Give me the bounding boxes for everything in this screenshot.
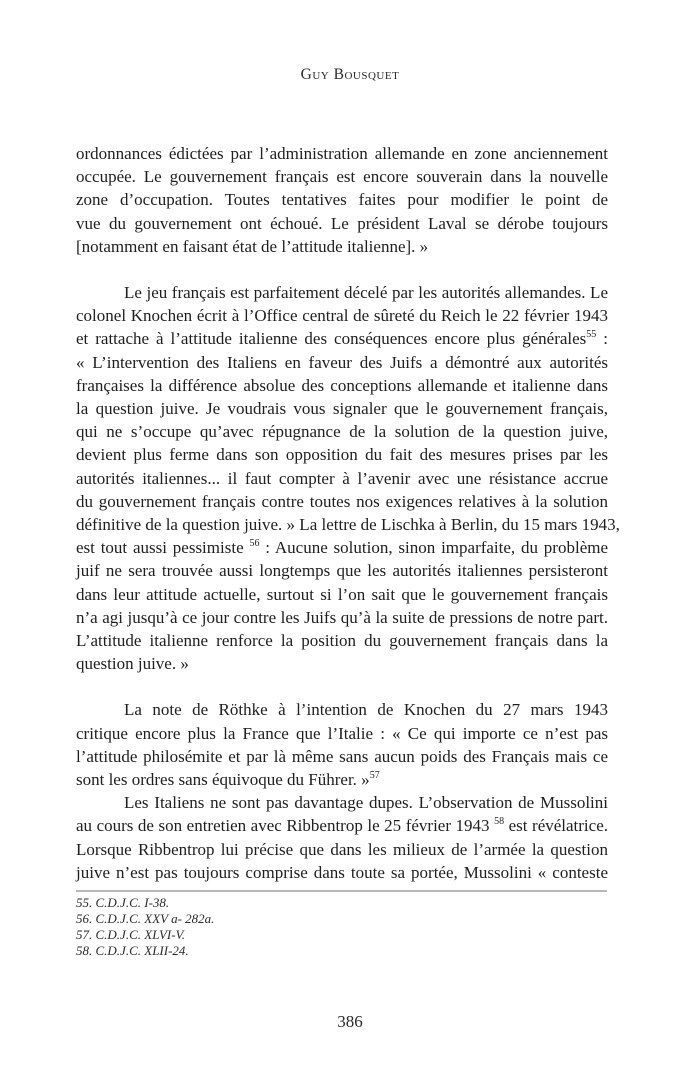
text-line: critique encore plus la France que l’Italie : « Ce qui importe ce n’est pas: [76, 723, 608, 743]
text-line: l’attitude philosémite et par là même sans aucun poids des Français mais ce: [76, 746, 608, 766]
text-line: question juive. »: [76, 654, 189, 674]
paragraph-1: [76, 142, 608, 258]
text-line: Les Italiens ne sont pas davantage dupes. L’observation de Mussolini: [124, 793, 608, 813]
text-line: n’a agi jusqu’à ce jour contre les Juifs qu’à la suite de pressions de notre part.: [76, 607, 608, 627]
paragraph-3: [76, 698, 608, 791]
footnote-ref-58[interactable]: 58: [494, 816, 505, 828]
footnote-56: 56. C.D.J.C. XXV a- 282a.: [76, 911, 215, 926]
text-segment: et rattache à l’attitude italienne des conséquences encore plus générales: [76, 329, 587, 349]
text-line: la question juive. Je voudrais vous signaler que le gouvernement français,: [76, 399, 608, 419]
text-segment: :: [596, 329, 609, 349]
text-line: du gouvernement français contre toutes nos exigences relatives à la solution: [76, 491, 608, 511]
text-line: dans leur attitude actuelle, surtout si l’on sait que le gouvernement français: [76, 584, 608, 604]
text-line: Le jeu français est parfaitement décelé par les autorités allemandes. Le: [124, 283, 608, 303]
text-line: [76, 327, 608, 350]
text-line: qui ne s’occupe qu’avec répugnance de la solution de la question juive,: [76, 422, 608, 442]
text-segment: au cours de son entretien avec Ribbentrop le 25 février 1943: [76, 816, 490, 836]
footnote-57: 57. C.D.J.C. XLVI-V.: [76, 927, 186, 942]
text-segment: sont les ordres sans équivoque du Führer. »: [76, 770, 370, 790]
text-line: [76, 768, 608, 791]
text-segment: : Aucune solution, sinon imparfaite, du problème: [259, 538, 609, 558]
body-text: [76, 142, 620, 884]
text-line: [76, 536, 608, 559]
text-line: [notamment en faisant état de l’attitude italienne]. »: [76, 236, 429, 256]
footnotes: [76, 895, 214, 959]
text-line: « L’intervention des Italiens en faveur des Juifs a démontré aux autorités: [76, 352, 608, 372]
text-segment: est tout aussi pessimiste: [76, 538, 244, 558]
footnote-separator-rule: [76, 890, 607, 892]
footnote-55: 55. C.D.J.C. I-38.: [76, 895, 170, 910]
text-line: [76, 814, 608, 837]
text-line: vue du gouvernement ont échoué. Le président Laval se dérobe toujours: [76, 213, 608, 233]
text-line: juif ne sera trouvée aussi longtemps que les autorités italiennes persisteront: [76, 561, 608, 581]
text-line: juive n’est pas toujours comprise dans toute sa portée, Mussolini « conteste: [76, 862, 608, 882]
text-line: occupée. Le gouvernement français est encore souverain dans la nouvelle: [76, 167, 608, 187]
text-line: colonel Knochen écrit à l’Office central de sûreté du Reich le 22 février 1943: [76, 306, 608, 326]
text-segment: est révélatrice.: [504, 816, 608, 836]
running-head-author: Guy Bousquet: [300, 66, 400, 83]
text-line: Lorsque Ribbentrop lui précise que dans les milieux de l’armée la question: [76, 839, 608, 859]
paragraph-4: [76, 791, 608, 884]
text-line: La note de Röthke à l’intention de Knochen du 27 mars 1943: [124, 700, 608, 720]
text-line: zone d’occupation. Toutes tentatives faites pour modifier le point de: [76, 190, 608, 210]
text-line: définitive de la question juive. » La lettre de Lischka à Berlin, du 15 mars 1943,: [76, 515, 620, 535]
footnote-58: 58. C.D.J.C. XLII-24.: [76, 943, 189, 958]
page-number: 386: [337, 1012, 363, 1031]
text-line: autorités italiennes... il faut compter à l’avenir avec une résistance accrue: [76, 468, 608, 488]
footnote-ref-56[interactable]: 56: [249, 538, 260, 550]
text-line: devient plus ferme dans son opposition du fait des mesures prises par les: [76, 445, 608, 465]
text-line: ordonnances édictées par l’administration allemande en zone anciennement: [76, 144, 608, 163]
text-line: L’attitude italienne renforce la position du gouvernement français dans la: [76, 631, 608, 651]
paragraph-2: [76, 281, 620, 675]
footnote-ref-57[interactable]: 57: [369, 770, 380, 782]
footnote-ref-55[interactable]: 55: [586, 329, 597, 341]
text-line: françaises la différence absolue des conceptions allemande et italienne dans: [76, 375, 608, 395]
